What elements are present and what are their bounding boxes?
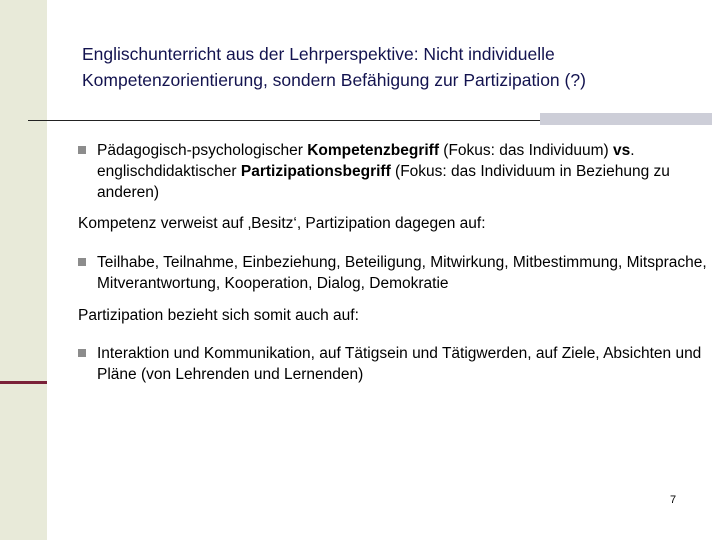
- bullet-interaktion: [78, 343, 708, 385]
- side-bar-decoration: [0, 0, 47, 540]
- bullet1-text3: . englischdidaktischer: [97, 142, 635, 180]
- bullet3-text: Interaktion und Kommunikation, auf Tätigsein und Tätigwerden, auf Ziele, Absichten und Pläne (von Lehrenden und Lernenden): [97, 345, 702, 383]
- slide-body: [78, 140, 708, 385]
- bullet2-text: Teilhabe, Teilnahme, Einbeziehung, Beteiligung, Mitwirkung, Mitbestimmung, Mitsprache, Mitverantwortung, Kooperation, Dialog, Demokratie: [97, 254, 707, 292]
- side-accent-line: [0, 381, 47, 384]
- bullet1-text1: Pädagogisch-psychologischer: [97, 142, 308, 159]
- bullet1-bold1: Kompetenzbegriff: [307, 142, 439, 159]
- title-divider-block: [540, 113, 712, 125]
- page-number: 7: [670, 494, 677, 506]
- slide-title: Englischunterricht aus der Lehrperspektive: Nicht individuelle Kompetenzorientierung, sondern Befähigung zur Partizipation (?): [82, 44, 586, 90]
- bullet-square-icon: [78, 146, 86, 154]
- bullet1-bold3: Partizipationsbegriff: [240, 163, 391, 180]
- bullet-square-icon: [78, 258, 86, 266]
- bullet1-text4: (Fokus: das Individuum in Beziehung zu anderen): [97, 163, 670, 201]
- bullet1-bold2: vs: [613, 142, 631, 159]
- bullet-teilhabe: [78, 252, 708, 294]
- paragraph-partizipation: Partizipation bezieht sich somit auch auf:: [78, 307, 359, 324]
- title-divider-line: [28, 120, 540, 121]
- paragraph-kompetenz: Kompetenz verweist auf ‚Besitz‘, Partizipation dagegen auf:: [78, 215, 486, 232]
- bullet-square-icon: [78, 349, 86, 357]
- bullet1-text2: (Fokus: das Individuum): [438, 142, 613, 159]
- bullet-kompetenzbegriff: [78, 140, 708, 203]
